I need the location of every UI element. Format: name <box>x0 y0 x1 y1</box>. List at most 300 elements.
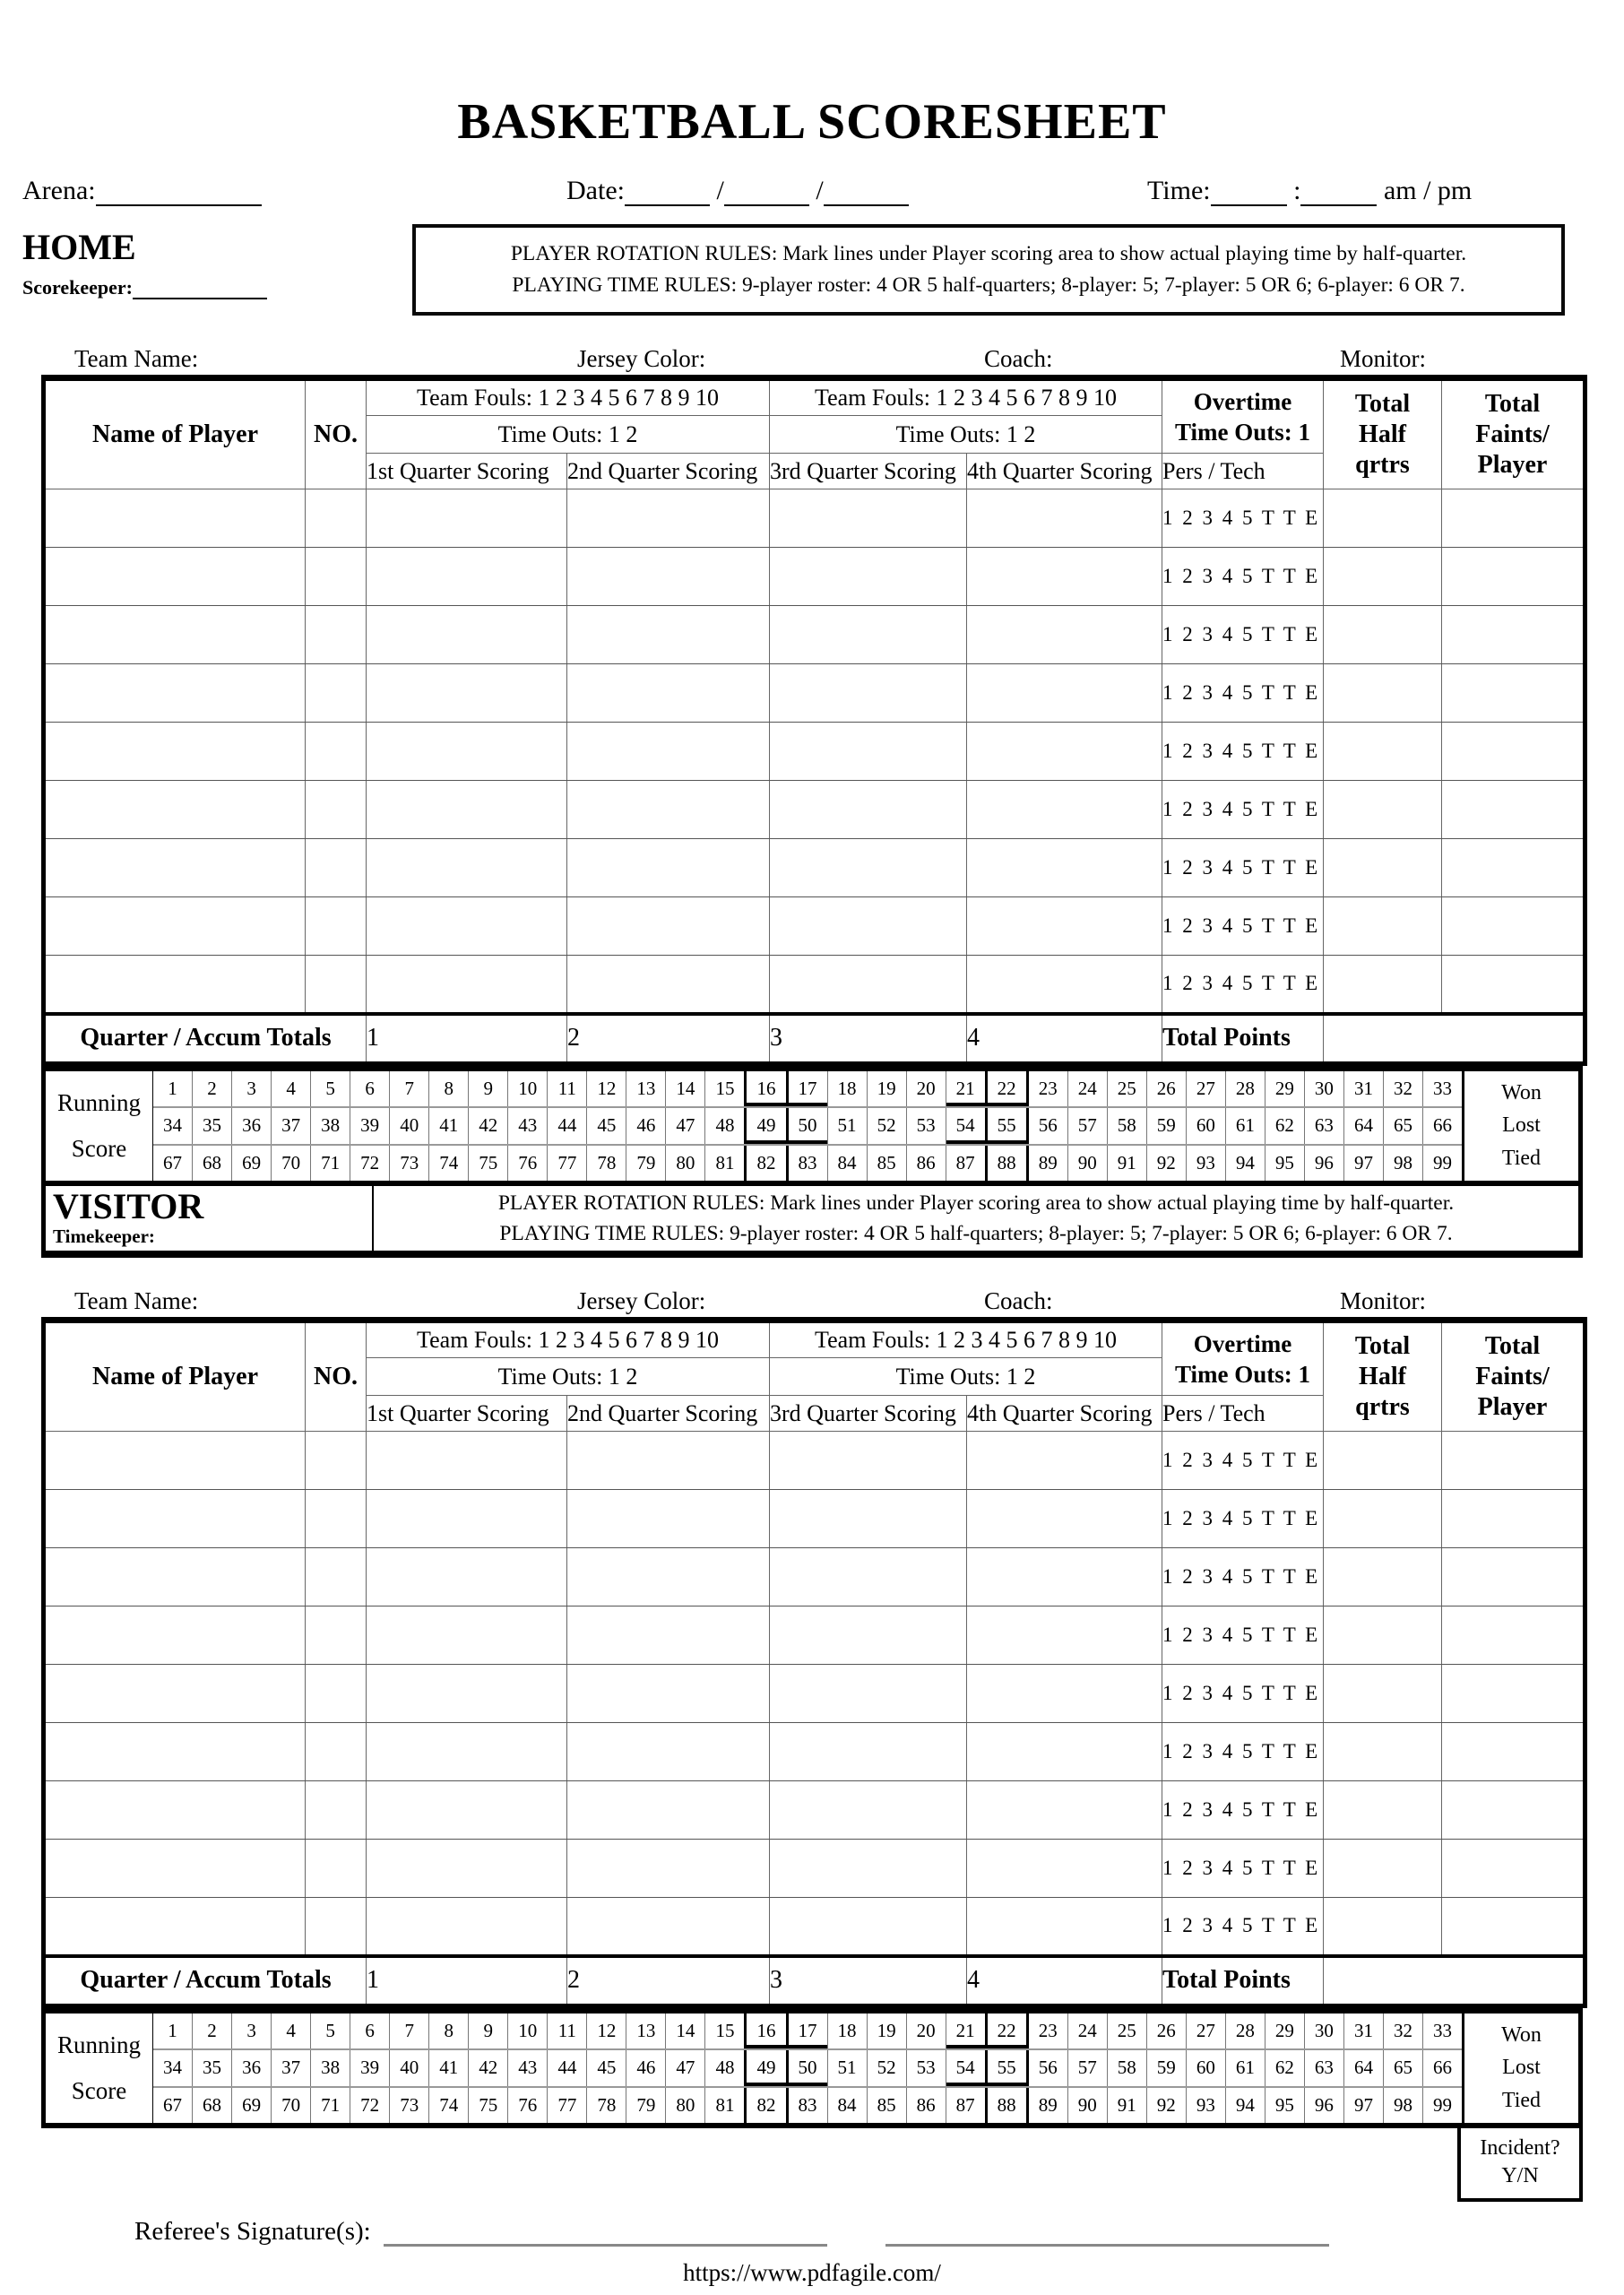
running-score-cell[interactable]: 97 <box>1344 2088 1384 2123</box>
q4-cell[interactable] <box>967 956 1162 1014</box>
half-qtrs-cell[interactable] <box>1324 664 1442 723</box>
running-score-cell[interactable]: 33 <box>1433 1078 1453 1100</box>
accum-q4-cell[interactable]: 4 <box>967 1014 1162 1064</box>
q4-cell[interactable] <box>967 1781 1162 1840</box>
q1-cell[interactable] <box>367 839 567 897</box>
player-no-cell[interactable] <box>306 1490 367 1548</box>
faints-cell[interactable] <box>1442 1665 1585 1723</box>
running-score-cell[interactable]: 91 <box>1108 1146 1147 1181</box>
running-score-cell[interactable]: 96 <box>1305 2088 1344 2123</box>
running-score-cell[interactable]: 42 <box>469 2050 508 2085</box>
running-score-cell[interactable]: 55 <box>988 1108 1029 1143</box>
running-score-cell[interactable]: 44 <box>548 1108 587 1143</box>
q2-cell[interactable] <box>567 1665 770 1723</box>
running-score-cell[interactable]: 24 <box>1068 1071 1108 1106</box>
running-score-cell[interactable]: 99 <box>1433 2093 1453 2116</box>
result-option[interactable]: Tied <box>1501 1147 1542 1171</box>
running-score-cell[interactable]: 37 <box>272 2050 311 2085</box>
overtime-timeouts[interactable]: Time Outs: 1 <box>1174 1361 1310 1388</box>
q3-cell[interactable] <box>770 1606 967 1665</box>
player-name-cell[interactable] <box>44 839 306 897</box>
running-score-cell[interactable]: 36 <box>232 2050 272 2085</box>
q3-cell[interactable] <box>770 897 967 956</box>
running-score-cell[interactable]: 59 <box>1147 1108 1187 1143</box>
running-score-cell[interactable]: 24 <box>1068 2014 1108 2048</box>
running-score-cell[interactable]: 63 <box>1305 1108 1344 1143</box>
player-no-cell[interactable] <box>306 1548 367 1606</box>
player-name-cell[interactable] <box>44 723 306 781</box>
faints-cell[interactable] <box>1442 489 1585 548</box>
running-score-cell[interactable]: 93 <box>1187 2088 1226 2123</box>
running-score-cell[interactable]: 3 <box>232 2014 272 2048</box>
q1-cell[interactable] <box>367 1723 567 1781</box>
running-score-cell[interactable]: 33 <box>1433 2020 1453 2042</box>
player-no-cell[interactable] <box>306 897 367 956</box>
accum-q2-cell[interactable]: 2 <box>567 1014 770 1064</box>
running-score-cell[interactable]: 82 <box>747 2088 788 2123</box>
pers-tech-cell[interactable]: 1 2 3 4 5 T T E <box>1162 1665 1324 1723</box>
player-name-cell[interactable] <box>44 897 306 956</box>
running-score-cell[interactable]: 95 <box>1266 2088 1305 2123</box>
running-score-cell[interactable]: 71 <box>311 1146 350 1181</box>
pers-tech-cell[interactable]: 1 2 3 4 5 T T E <box>1162 606 1324 664</box>
running-score-cell[interactable]: 14 <box>666 2014 705 2048</box>
running-score-cell[interactable]: 23 <box>1029 1071 1068 1106</box>
running-score-cell[interactable]: 83 <box>789 1146 828 1181</box>
running-score-cell[interactable]: 8 <box>429 2014 469 2048</box>
player-name-cell[interactable] <box>44 1898 306 1956</box>
half-qtrs-cell[interactable] <box>1324 956 1442 1014</box>
running-score-cell[interactable]: 4 <box>272 1071 311 1106</box>
player-no-cell[interactable] <box>306 1432 367 1490</box>
q4-cell[interactable] <box>967 489 1162 548</box>
running-score-cell[interactable]: 19 <box>868 1071 907 1106</box>
faints-cell[interactable] <box>1442 1723 1585 1781</box>
date-year-input-line[interactable] <box>824 179 909 206</box>
running-score-cell[interactable]: 47 <box>666 2050 705 2085</box>
q2-cell[interactable] <box>567 723 770 781</box>
running-score-cell[interactable]: 68 <box>193 2088 232 2123</box>
half-qtrs-cell[interactable] <box>1324 1723 1442 1781</box>
player-name-cell[interactable] <box>44 781 306 839</box>
faints-cell[interactable] <box>1442 1490 1585 1548</box>
half-qtrs-cell[interactable] <box>1324 897 1442 956</box>
running-score-cell[interactable]: 85 <box>868 2088 907 2123</box>
running-score-cell[interactable]: 25 <box>1108 1071 1147 1106</box>
running-score-cell[interactable]: 80 <box>666 2088 705 2123</box>
running-score-cell[interactable]: 64 <box>1344 2050 1384 2085</box>
faints-cell[interactable] <box>1442 839 1585 897</box>
total-points-cell[interactable] <box>1324 1014 1585 1064</box>
running-score-cell[interactable]: 57 <box>1068 1108 1108 1143</box>
player-name-cell[interactable] <box>44 1548 306 1606</box>
running-score-cell[interactable]: 66 <box>1433 2057 1453 2079</box>
running-score-cell[interactable]: 69 <box>232 2088 272 2123</box>
pers-tech-cell[interactable]: 1 2 3 4 5 T T E <box>1162 664 1324 723</box>
player-no-cell[interactable] <box>306 1606 367 1665</box>
player-name-cell[interactable] <box>44 489 306 548</box>
running-score-cell[interactable]: 26 <box>1147 1071 1187 1106</box>
running-score-cell[interactable]: 66 <box>1433 1114 1453 1137</box>
running-score-cell[interactable]: 46 <box>626 1108 666 1143</box>
q4-cell[interactable] <box>967 1490 1162 1548</box>
half-qtrs-cell[interactable] <box>1324 839 1442 897</box>
running-score-cell[interactable]: 16 <box>747 2014 788 2048</box>
half-qtrs-cell[interactable] <box>1324 548 1442 606</box>
running-score-cell[interactable]: 18 <box>828 2014 868 2048</box>
player-name-cell[interactable] <box>44 664 306 723</box>
running-score-cell[interactable]: 48 <box>705 2050 747 2085</box>
running-score-cell[interactable]: 7 <box>390 1071 429 1106</box>
player-name-cell[interactable] <box>44 1781 306 1840</box>
player-no-cell[interactable] <box>306 723 367 781</box>
running-score-cell[interactable]: 41 <box>429 1108 469 1143</box>
half-qtrs-cell[interactable] <box>1324 489 1442 548</box>
running-score-cell[interactable]: 42 <box>469 1108 508 1143</box>
pers-tech-cell[interactable]: 1 2 3 4 5 T T E <box>1162 1840 1324 1898</box>
accum-q1-cell[interactable]: 1 <box>367 1956 567 2006</box>
running-score-cell[interactable]: 86 <box>907 1146 946 1181</box>
time-hour-input-line[interactable] <box>1211 179 1287 206</box>
q3-cell[interactable] <box>770 956 967 1014</box>
running-score-cell[interactable]: 74 <box>429 2088 469 2123</box>
faints-cell[interactable] <box>1442 723 1585 781</box>
player-no-cell[interactable] <box>306 839 367 897</box>
running-score-cell[interactable]: 4 <box>272 2014 311 2048</box>
half-qtrs-cell[interactable] <box>1324 1432 1442 1490</box>
running-score-cell[interactable]: 65 <box>1384 2050 1423 2085</box>
player-no-cell[interactable] <box>306 781 367 839</box>
running-score-cell[interactable]: 51 <box>828 1108 868 1143</box>
q1-cell[interactable] <box>367 723 567 781</box>
player-name-cell[interactable] <box>44 1665 306 1723</box>
accum-q3-cell[interactable]: 3 <box>770 1014 967 1064</box>
pers-tech-cell[interactable]: 1 2 3 4 5 T T E <box>1162 781 1324 839</box>
player-no-cell[interactable] <box>306 1665 367 1723</box>
q3-cell[interactable] <box>770 606 967 664</box>
running-score-cell[interactable]: 58 <box>1108 1108 1147 1143</box>
running-score-cell[interactable]: 88 <box>988 2088 1029 2123</box>
faints-cell[interactable] <box>1442 606 1585 664</box>
running-score-cell[interactable]: 87 <box>946 2088 988 2123</box>
player-no-cell[interactable] <box>306 664 367 723</box>
running-score-cell[interactable]: 67 <box>153 2088 193 2123</box>
running-score-cell[interactable]: 61 <box>1226 1108 1266 1143</box>
running-score-cell[interactable]: 83 <box>789 2088 828 2123</box>
running-score-cell[interactable]: 40 <box>390 1108 429 1143</box>
q1-cell[interactable] <box>367 1606 567 1665</box>
q4-cell[interactable] <box>967 839 1162 897</box>
q1-cell[interactable] <box>367 548 567 606</box>
running-score-cell[interactable]: 52 <box>868 1108 907 1143</box>
pers-tech-cell[interactable]: 1 2 3 4 5 T T E <box>1162 489 1324 548</box>
running-score-cell[interactable]: 36 <box>232 1108 272 1143</box>
pers-tech-cell[interactable]: 1 2 3 4 5 T T E <box>1162 1606 1324 1665</box>
running-score-cell[interactable]: 78 <box>587 1146 626 1181</box>
player-name-cell[interactable] <box>44 1840 306 1898</box>
running-score-cell[interactable]: 11 <box>548 1071 587 1106</box>
running-score-cell[interactable]: 34 <box>153 2050 193 2085</box>
result-option[interactable]: Lost <box>1502 2056 1541 2080</box>
running-score-cell[interactable]: 73 <box>390 1146 429 1181</box>
running-score-cell[interactable]: 55 <box>988 2050 1029 2085</box>
running-score-cell[interactable]: 13 <box>626 1071 666 1106</box>
time-outs-header-h1[interactable]: Time Outs: 1 2 <box>367 416 770 454</box>
faints-cell[interactable] <box>1442 1432 1585 1490</box>
running-score-cell[interactable]: 10 <box>508 1071 548 1106</box>
time-minute-input-line[interactable] <box>1300 179 1377 206</box>
result-option[interactable]: Won <box>1501 1080 1542 1104</box>
running-score-cell[interactable]: 20 <box>907 2014 946 2048</box>
q4-cell[interactable] <box>967 781 1162 839</box>
running-score-cell[interactable]: 80 <box>666 1146 705 1181</box>
running-score-cell[interactable]: 52 <box>868 2050 907 2085</box>
running-score-cell[interactable]: 81 <box>705 2088 747 2123</box>
pers-tech-cell[interactable]: 1 2 3 4 5 T T E <box>1162 1432 1324 1490</box>
running-score-cell[interactable]: 98 <box>1384 1146 1423 1181</box>
referee-signature-line-1[interactable] <box>384 2214 827 2247</box>
running-score-cell[interactable]: 72 <box>350 2088 390 2123</box>
running-score-cell[interactable]: 54 <box>946 2050 988 2085</box>
pers-tech-cell[interactable]: 1 2 3 4 5 T T E <box>1162 839 1324 897</box>
faints-cell[interactable] <box>1442 897 1585 956</box>
faints-cell[interactable] <box>1442 1548 1585 1606</box>
running-score-cell[interactable]: 1 <box>153 2014 193 2048</box>
running-score-cell[interactable]: 50 <box>789 1108 828 1143</box>
running-score-cell[interactable]: 79 <box>626 2088 666 2123</box>
running-score-cell[interactable]: 73 <box>390 2088 429 2123</box>
team-fouls-header-h2[interactable]: Team Fouls: 1 2 3 4 5 6 7 8 9 10 <box>770 378 1162 416</box>
q1-cell[interactable] <box>367 606 567 664</box>
running-score-cell[interactable]: 30 <box>1305 2014 1344 2048</box>
running-score-cell[interactable]: 79 <box>626 1146 666 1181</box>
running-score-cell[interactable]: 1 <box>153 1071 193 1106</box>
running-score-cell[interactable]: 12 <box>587 1071 626 1106</box>
running-score-cell[interactable]: 26 <box>1147 2014 1187 2048</box>
running-score-cell[interactable]: 27 <box>1187 2014 1226 2048</box>
running-score-cell[interactable]: 43 <box>508 1108 548 1143</box>
running-score-cell[interactable]: 97 <box>1344 1146 1384 1181</box>
player-no-cell[interactable] <box>306 489 367 548</box>
q2-cell[interactable] <box>567 781 770 839</box>
q3-cell[interactable] <box>770 1665 967 1723</box>
q2-cell[interactable] <box>567 956 770 1014</box>
scorekeeper-input-line[interactable] <box>133 278 267 299</box>
q3-cell[interactable] <box>770 548 967 606</box>
running-score-cell[interactable]: 92 <box>1147 2088 1187 2123</box>
q4-cell[interactable] <box>967 1840 1162 1898</box>
running-score-cell[interactable]: 58 <box>1108 2050 1147 2085</box>
running-score-cell[interactable]: 54 <box>946 1108 988 1143</box>
q2-cell[interactable] <box>567 664 770 723</box>
q2-cell[interactable] <box>567 1723 770 1781</box>
running-score-cell[interactable]: 39 <box>350 2050 390 2085</box>
q1-cell[interactable] <box>367 1490 567 1548</box>
pers-tech-cell[interactable]: 1 2 3 4 5 T T E <box>1162 897 1324 956</box>
running-score-cell[interactable]: 23 <box>1029 2014 1068 2048</box>
player-no-cell[interactable] <box>306 548 367 606</box>
running-score-cell[interactable]: 76 <box>508 2088 548 2123</box>
running-score-cell[interactable]: 94 <box>1226 2088 1266 2123</box>
running-score-cell[interactable]: 64 <box>1344 1108 1384 1143</box>
running-score-cell[interactable]: 53 <box>907 1108 946 1143</box>
running-score-cell[interactable]: 9 <box>469 2014 508 2048</box>
q4-cell[interactable] <box>967 897 1162 956</box>
footer-url[interactable]: https://www.pdfagile.com/ <box>683 2259 941 2286</box>
pers-tech-cell[interactable]: 1 2 3 4 5 T T E <box>1162 1548 1324 1606</box>
q2-cell[interactable] <box>567 1781 770 1840</box>
running-score-cell[interactable]: 89 <box>1029 1146 1068 1181</box>
faints-cell[interactable] <box>1442 1840 1585 1898</box>
running-score-cell[interactable]: 10 <box>508 2014 548 2048</box>
running-score-cell[interactable]: 28 <box>1226 1071 1266 1106</box>
q4-cell[interactable] <box>967 1548 1162 1606</box>
running-score-cell[interactable]: 62 <box>1266 2050 1305 2085</box>
player-name-cell[interactable] <box>44 1432 306 1490</box>
running-score-cell[interactable]: 11 <box>548 2014 587 2048</box>
running-score-cell[interactable]: 22 <box>988 2014 1029 2048</box>
running-score-cell[interactable]: 35 <box>193 1108 232 1143</box>
referee-signature-line-2[interactable] <box>885 2214 1329 2247</box>
running-score-cell[interactable]: 92 <box>1147 1146 1187 1181</box>
pers-tech-cell[interactable]: 1 2 3 4 5 T T E <box>1162 1781 1324 1840</box>
q1-cell[interactable] <box>367 1781 567 1840</box>
running-score-cell[interactable]: 20 <box>907 1071 946 1106</box>
running-score-cell[interactable]: 15 <box>705 1071 747 1106</box>
half-qtrs-cell[interactable] <box>1324 1490 1442 1548</box>
running-score-cell[interactable]: 51 <box>828 2050 868 2085</box>
running-score-cell[interactable]: 65 <box>1384 1108 1423 1143</box>
running-score-cell[interactable]: 5 <box>311 1071 350 1106</box>
q3-cell[interactable] <box>770 1432 967 1490</box>
running-score-cell[interactable]: 38 <box>311 2050 350 2085</box>
running-score-cell[interactable]: 88 <box>988 1146 1029 1181</box>
running-score-cell[interactable]: 56 <box>1029 2050 1068 2085</box>
running-score-cell[interactable]: 67 <box>153 1146 193 1181</box>
q2-cell[interactable] <box>567 1898 770 1956</box>
running-score-cell[interactable]: 60 <box>1187 1108 1226 1143</box>
player-no-cell[interactable] <box>306 606 367 664</box>
running-score-cell[interactable]: 60 <box>1187 2050 1226 2085</box>
q1-cell[interactable] <box>367 1840 567 1898</box>
running-score-cell[interactable]: 27 <box>1187 1071 1226 1106</box>
team-fouls-header-h2[interactable]: Team Fouls: 1 2 3 4 5 6 7 8 9 10 <box>770 1321 1162 1358</box>
q2-cell[interactable] <box>567 1490 770 1548</box>
result-option[interactable]: Won <box>1501 2022 1542 2047</box>
running-score-cell[interactable]: 89 <box>1029 2088 1068 2123</box>
running-score-cell[interactable]: 49 <box>747 1108 788 1143</box>
accum-q3-cell[interactable]: 3 <box>770 1956 967 2006</box>
player-no-cell[interactable] <box>306 1840 367 1898</box>
q4-cell[interactable] <box>967 548 1162 606</box>
q2-cell[interactable] <box>567 1606 770 1665</box>
q4-cell[interactable] <box>967 1432 1162 1490</box>
player-name-cell[interactable] <box>44 606 306 664</box>
running-score-cell[interactable]: 29 <box>1266 2014 1305 2048</box>
q1-cell[interactable] <box>367 489 567 548</box>
q2-cell[interactable] <box>567 1840 770 1898</box>
running-score-cell[interactable]: 96 <box>1305 1146 1344 1181</box>
pers-tech-cell[interactable]: 1 2 3 4 5 T T E <box>1162 1898 1324 1956</box>
running-score-cell[interactable]: 61 <box>1226 2050 1266 2085</box>
player-name-cell[interactable] <box>44 1723 306 1781</box>
running-score-cell[interactable]: 82 <box>747 1146 788 1181</box>
player-no-cell[interactable] <box>306 1898 367 1956</box>
running-score-cell[interactable]: 75 <box>469 2088 508 2123</box>
running-score-cell[interactable]: 90 <box>1068 1146 1108 1181</box>
running-score-cell[interactable]: 99 <box>1433 1151 1453 1173</box>
running-score-cell[interactable]: 32 <box>1384 2014 1423 2048</box>
running-score-cell[interactable]: 49 <box>747 2050 788 2085</box>
running-score-cell[interactable]: 86 <box>907 2088 946 2123</box>
running-score-cell[interactable]: 70 <box>272 1146 311 1181</box>
result-option[interactable]: Tied <box>1501 2089 1542 2113</box>
arena-input-line[interactable] <box>96 179 262 206</box>
running-score-cell[interactable]: 70 <box>272 2088 311 2123</box>
running-score-cell[interactable]: 32 <box>1384 1071 1423 1106</box>
accum-q4-cell[interactable]: 4 <box>967 1956 1162 2006</box>
faints-cell[interactable] <box>1442 781 1585 839</box>
date-day-input-line[interactable] <box>625 179 710 206</box>
half-qtrs-cell[interactable] <box>1324 723 1442 781</box>
running-score-cell[interactable]: 41 <box>429 2050 469 2085</box>
running-score-cell[interactable]: 12 <box>587 2014 626 2048</box>
running-score-cell[interactable]: 98 <box>1384 2088 1423 2123</box>
player-no-cell[interactable] <box>306 1781 367 1840</box>
q1-cell[interactable] <box>367 1432 567 1490</box>
running-score-cell[interactable]: 44 <box>548 2050 587 2085</box>
running-score-cell[interactable]: 77 <box>548 1146 587 1181</box>
running-score-cell[interactable]: 71 <box>311 2088 350 2123</box>
q2-cell[interactable] <box>567 897 770 956</box>
running-score-cell[interactable]: 25 <box>1108 2014 1147 2048</box>
q3-cell[interactable] <box>770 1898 967 1956</box>
running-score-cell[interactable]: 43 <box>508 2050 548 2085</box>
running-score-cell[interactable]: 84 <box>828 1146 868 1181</box>
faints-cell[interactable] <box>1442 1781 1585 1840</box>
player-name-cell[interactable] <box>44 1490 306 1548</box>
running-score-cell[interactable]: 93 <box>1187 1146 1226 1181</box>
q3-cell[interactable] <box>770 723 967 781</box>
result-option[interactable]: Lost <box>1502 1113 1541 1138</box>
q4-cell[interactable] <box>967 606 1162 664</box>
running-score-cell[interactable]: 84 <box>828 2088 868 2123</box>
running-score-cell[interactable]: 16 <box>747 1071 788 1106</box>
running-score-cell[interactable]: 69 <box>232 1146 272 1181</box>
running-score-cell[interactable]: 29 <box>1266 1071 1305 1106</box>
running-score-cell[interactable]: 74 <box>429 1146 469 1181</box>
half-qtrs-cell[interactable] <box>1324 1606 1442 1665</box>
accum-q2-cell[interactable]: 2 <box>567 1956 770 2006</box>
q1-cell[interactable] <box>367 897 567 956</box>
running-score-cell[interactable]: 53 <box>907 2050 946 2085</box>
player-name-cell[interactable] <box>44 548 306 606</box>
faints-cell[interactable] <box>1442 664 1585 723</box>
running-score-cell[interactable]: 91 <box>1108 2088 1147 2123</box>
running-score-cell[interactable]: 63 <box>1305 2050 1344 2085</box>
running-score-cell[interactable]: 30 <box>1305 1071 1344 1106</box>
incident-yn[interactable]: Y/N <box>1501 2164 1539 2187</box>
q1-cell[interactable] <box>367 1548 567 1606</box>
running-score-cell[interactable]: 78 <box>587 2088 626 2123</box>
pers-tech-cell[interactable]: 1 2 3 4 5 T T E <box>1162 723 1324 781</box>
running-score-cell[interactable]: 14 <box>666 1071 705 1106</box>
q1-cell[interactable] <box>367 1665 567 1723</box>
running-score-cell[interactable]: 81 <box>705 1146 747 1181</box>
q3-cell[interactable] <box>770 839 967 897</box>
running-score-cell[interactable]: 6 <box>350 2014 390 2048</box>
q3-cell[interactable] <box>770 781 967 839</box>
